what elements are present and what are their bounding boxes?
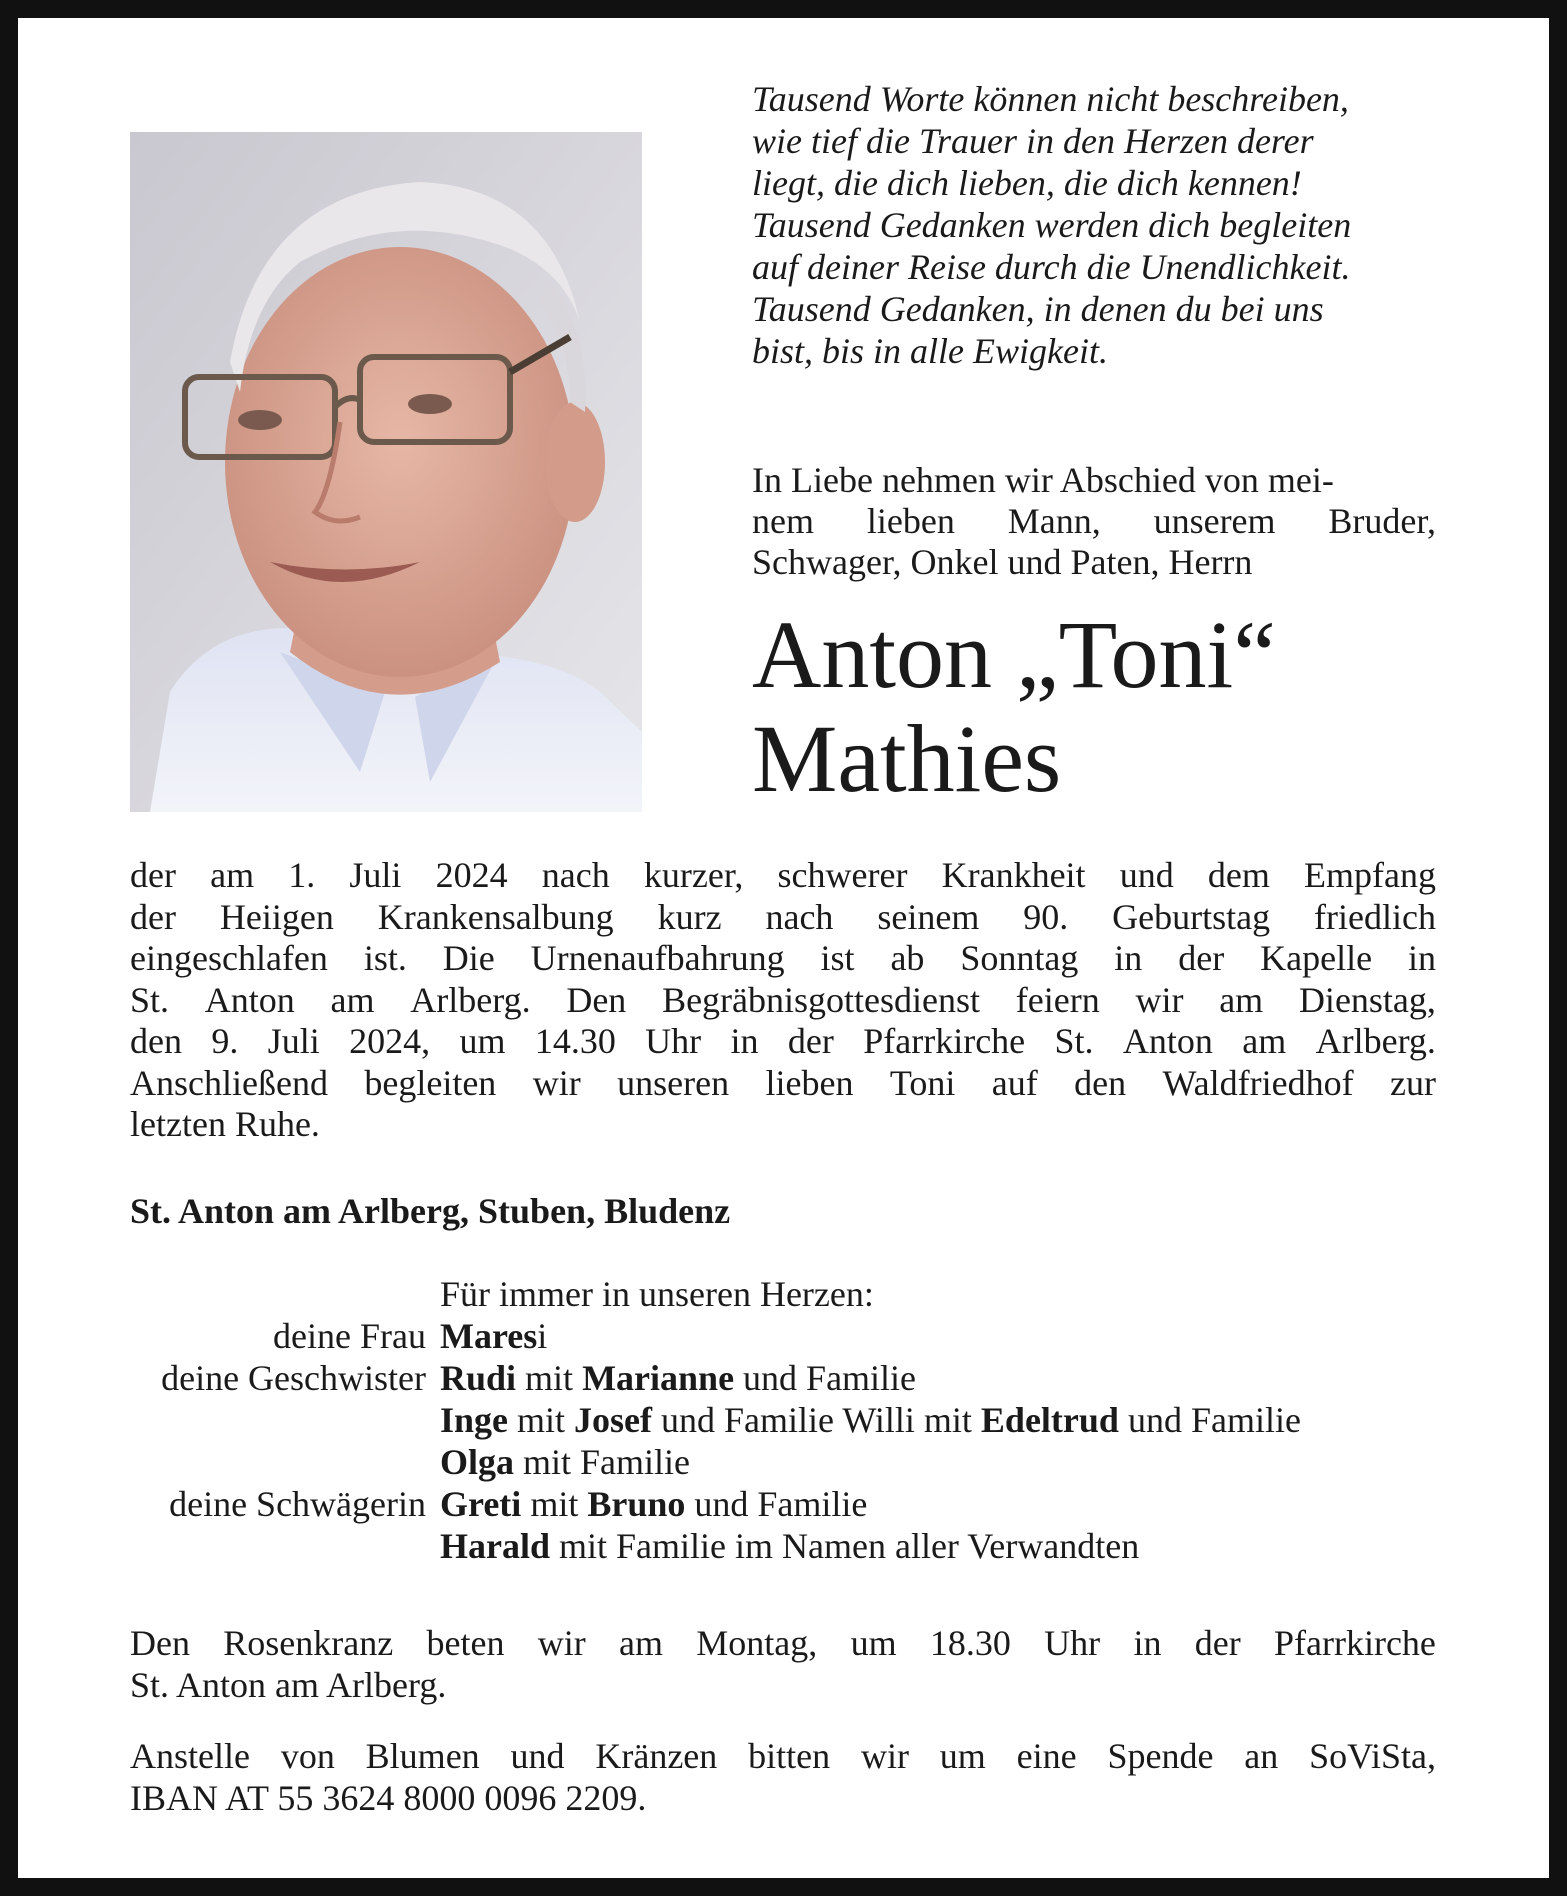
- intro-word: Mann,: [1007, 501, 1101, 541]
- word: um: [459, 1021, 506, 1061]
- word: an: [1244, 1736, 1279, 1776]
- mourner-label: deine Frau: [273, 1316, 426, 1356]
- word: bitten: [748, 1736, 831, 1776]
- deceased-name: [752, 603, 1276, 811]
- word: Krankensalbung: [377, 896, 614, 937]
- word: 9.: [211, 1021, 239, 1061]
- word: Arlberg.: [410, 979, 531, 1020]
- word: am: [1242, 1021, 1287, 1061]
- body-line: [130, 1063, 1436, 1105]
- mourner-name: Greti: [440, 1484, 522, 1524]
- poem-line: Tausend Gedanken werden dich begleiten: [752, 205, 1352, 245]
- word: den: [1074, 1062, 1127, 1103]
- word: ist.: [363, 938, 407, 978]
- word: ist: [820, 938, 855, 978]
- poem-line: bist, bis in alle Ewigkeit.: [752, 331, 1108, 371]
- intro-word: unserem: [1153, 501, 1276, 541]
- word: Sonntag: [960, 938, 1079, 978]
- word: am: [330, 979, 375, 1020]
- body-line: [130, 897, 1436, 939]
- word: wir: [532, 1062, 581, 1103]
- word: St.: [130, 979, 170, 1020]
- poem-line: wie tief die Trauer in den Herzen derer: [752, 121, 1314, 161]
- poem-line: auf deiner Reise durch die Unendlichkeit.: [752, 247, 1351, 287]
- donation-notice: [130, 1735, 1436, 1819]
- word: Montag,: [696, 1623, 818, 1663]
- mourner-row-wife: deine Frau Maresi: [130, 1315, 1301, 1357]
- word: Anschließend: [130, 1062, 328, 1103]
- rosary-line: St. Anton am Arlberg.: [130, 1665, 447, 1705]
- word: den: [130, 1021, 182, 1061]
- places-line: St. Anton am Arlberg, Stuben, Bludenz: [130, 1191, 731, 1231]
- intro-line: In Liebe nehmen wir Abschied von mei-: [752, 460, 1334, 500]
- mourner-row-siblings-2: Inge mit Josef und Familie Willi mit Edeltrud und Familie: [440, 1400, 1301, 1440]
- word: von: [280, 1736, 335, 1776]
- body-line-last: letzten Ruhe.: [130, 1104, 320, 1144]
- word: seinem: [877, 896, 980, 937]
- portrait-illustration: [130, 132, 642, 812]
- mourner-name: Edeltrud: [980, 1400, 1119, 1440]
- word: Pfarrkirche: [1273, 1623, 1436, 1663]
- word: schwerer: [777, 855, 908, 895]
- portrait-photo: [130, 132, 642, 812]
- word: 2024,: [349, 1021, 431, 1061]
- memorial-poem: [752, 78, 1452, 372]
- word: unseren: [617, 1062, 730, 1103]
- word: Toni: [889, 1062, 956, 1103]
- word: 18.30: [929, 1623, 1011, 1663]
- word: friedlich: [1314, 896, 1436, 937]
- word: der: [130, 896, 176, 937]
- deceased-name-line2: Mathies: [752, 705, 1062, 812]
- body-line: [130, 855, 1436, 897]
- mourner-row-siblings-3: Olga mit Familie: [440, 1442, 691, 1482]
- word: der: [787, 1021, 834, 1061]
- word: Spende: [1107, 1736, 1214, 1776]
- word: Juli: [349, 855, 402, 895]
- word: am: [619, 1623, 664, 1663]
- word: Geburtstag: [1112, 896, 1271, 937]
- intro-word: lieben: [866, 501, 955, 541]
- intro-line: Schwager, Onkel und Paten, Herrn: [752, 542, 1253, 582]
- word: um: [850, 1623, 897, 1663]
- word: 2024: [435, 855, 508, 895]
- word: ab: [890, 938, 925, 978]
- mourner-label: deine Geschwister: [161, 1358, 426, 1398]
- word: Anstelle: [130, 1736, 250, 1776]
- mourner-row-inlaws: deine Schwägerin Greti mit Bruno und Familie: [130, 1483, 1301, 1525]
- word: Empfang: [1304, 855, 1436, 895]
- word: Dienstag,: [1298, 979, 1436, 1020]
- word: 1.: [288, 855, 316, 895]
- deceased-name-line1: Anton „Toni“: [752, 601, 1276, 708]
- word: nach: [541, 855, 610, 895]
- word: beten: [426, 1623, 505, 1663]
- body-line: [130, 938, 1436, 980]
- word: eingeschlafen: [130, 938, 328, 978]
- word: zur: [1389, 1062, 1436, 1103]
- donation-iban: IBAN AT 55 3624 8000 0096 2209.: [130, 1778, 647, 1818]
- word: in: [1133, 1623, 1162, 1663]
- word: dem: [1207, 855, 1270, 895]
- word: kurz: [657, 896, 722, 937]
- word: Urnenaufbahrung: [530, 938, 785, 978]
- mourner-row-siblings: deine Geschwister Rudi mit Marianne und Familie: [130, 1357, 1301, 1399]
- word: auf: [991, 1062, 1038, 1103]
- poem-line: liegt, die dich lieben, die dich kennen!: [752, 163, 1302, 203]
- poem-line: Tausend Gedanken, in denen du bei uns: [752, 289, 1324, 329]
- word: Den: [130, 1623, 190, 1663]
- word: 14.30: [534, 1021, 616, 1061]
- word: nach: [765, 896, 834, 937]
- word: der: [1194, 1623, 1241, 1663]
- word: St.: [1054, 1021, 1094, 1061]
- word: Rosenkranz: [223, 1623, 394, 1663]
- word: begleiten: [364, 1062, 497, 1103]
- body-line: [130, 1021, 1436, 1063]
- intro-line: [752, 501, 1436, 542]
- word: in: [1407, 938, 1436, 978]
- rosary-notice: [130, 1622, 1436, 1706]
- word: 90.: [1023, 896, 1069, 937]
- word: Anton: [1122, 1021, 1213, 1061]
- mourner-name: Bruno: [587, 1484, 686, 1524]
- word: kurzer,: [643, 855, 744, 895]
- word: am: [1219, 979, 1264, 1020]
- word: und: [1119, 855, 1174, 895]
- farewell-intro: [752, 460, 1436, 583]
- word: der: [1178, 938, 1225, 978]
- word: lieben: [765, 1062, 854, 1103]
- word: Krankheit: [941, 855, 1086, 895]
- poem-line: Tausend Worte können nicht beschreiben,: [752, 79, 1349, 119]
- mourner-name: Marianne: [582, 1358, 735, 1398]
- word: Anton: [204, 979, 295, 1020]
- mourner-name: Mares: [440, 1316, 538, 1356]
- word: Blumen: [365, 1736, 480, 1776]
- word: Juli: [267, 1021, 320, 1061]
- word: am: [210, 855, 255, 895]
- donation-line: [130, 1735, 1436, 1777]
- word: Uhr: [645, 1021, 702, 1061]
- word: und: [510, 1736, 565, 1776]
- word: SoViSta,: [1309, 1736, 1436, 1776]
- word: wir: [1135, 979, 1184, 1020]
- word: wir: [860, 1736, 909, 1776]
- mourners-heading: Für immer in unseren Herzen:: [440, 1274, 874, 1314]
- word: feiern: [1015, 979, 1100, 1020]
- body-line: [130, 980, 1436, 1022]
- mourners-heading-row: [130, 1273, 1301, 1315]
- word: Pfarrkirche: [863, 1021, 1026, 1061]
- mourner-row-inlaws-2: Harald mit Familie im Namen aller Verwandten: [440, 1526, 1140, 1566]
- word: Kränzen: [595, 1736, 718, 1776]
- word: Heiigen: [219, 896, 334, 937]
- mourner-name: Josef: [574, 1400, 653, 1440]
- word: der: [130, 855, 176, 895]
- word: Begräbnisgottesdienst: [662, 979, 981, 1020]
- word: wir: [537, 1623, 586, 1663]
- word: um: [939, 1736, 986, 1776]
- word: Arlberg.: [1315, 1021, 1436, 1061]
- word: in: [730, 1021, 759, 1061]
- word: eine: [1016, 1736, 1077, 1776]
- mourner-name: Rudi: [440, 1358, 517, 1398]
- obituary-body: [130, 855, 1436, 1146]
- word: Waldfriedhof: [1162, 1062, 1354, 1103]
- mourner-name: Harald: [440, 1526, 551, 1566]
- intro-word: nem: [752, 501, 814, 541]
- word: Die: [442, 938, 495, 978]
- mourner-label: deine Schwägerin: [169, 1484, 426, 1524]
- word: Uhr: [1044, 1623, 1101, 1663]
- word: Den: [566, 979, 627, 1020]
- rosary-line: [130, 1622, 1436, 1664]
- mourners-list: [130, 1273, 1301, 1567]
- intro-word: Bruder,: [1328, 501, 1436, 541]
- mourner-name: Inge: [440, 1400, 509, 1440]
- word: Kapelle: [1260, 938, 1373, 978]
- mourner-name: Olga: [440, 1442, 515, 1482]
- word: in: [1114, 938, 1143, 978]
